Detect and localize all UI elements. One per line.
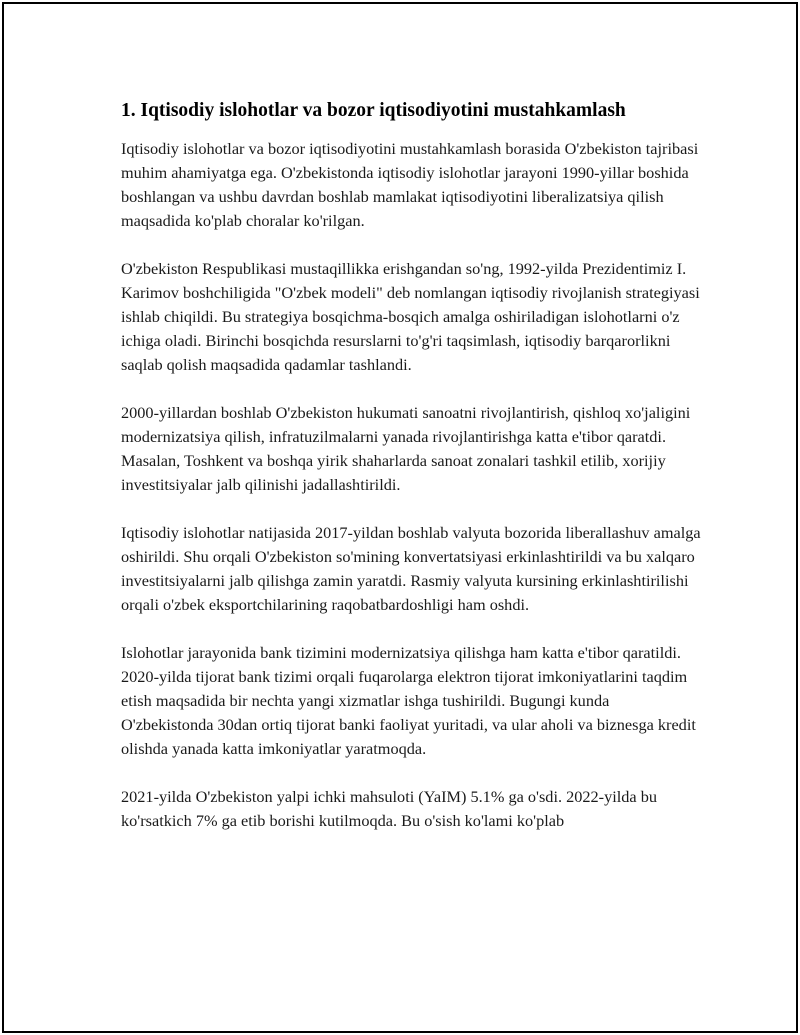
paragraph-1: Iqtisodiy islohotlar va bozor iqtisodiyotini mustahkamlash borasida O'zbekiston tajribasi muhim ahamiyatga ega. O'zbekistonda iqtisodiy islohotlar jarayoni 1990-yillar boshida boshlangan va ushbu davrdan boshlab mamlakat iqtisodiyotini liberalizatsiya qilish maqsadida ko'plab choralar ko'rilgan. (121, 139, 699, 230)
paragraph-2: O'zbekiston Respublikasi mustaqillikka erishgandan so'ng, 1992-yilda Prezidentimiz I. Karimov boshchiligida "O'zbek modeli" deb nomlangan iqtisodiy rivojlanish strategiyasi ishlab chiqildi. Bu strategiya bosqichma-bosqich amalga oshiriladigan islohotlarni o'z ichiga oladi. Birinchi bosqichda resurslarni to'g'ri taqsimlash, iqtisodiy barqarorlikni saqlab qolish maqsadida qadamlar tashlandi. (121, 259, 700, 374)
paragraph-6: 2021-yilda O'zbekiston yalpi ichki mahsuloti (YaIM) 5.1% ga o'sdi. 2022-yilda bu ko'rsatkich 7% ga etib borishi kutilmoqda. Bu o'sish ko'lami ko'plab (121, 787, 658, 830)
section-heading: 1. Iqtisodiy islohotlar va bozor iqtisodiyotini mustahkamlash (121, 100, 626, 121)
paragraph-3: 2000-yillardan boshlab O'zbekiston hukumati sanoatni rivojlantirish, qishloq xo'jaligini modernizatsiya qilish, infratuzilmalarni yanada rivojlantirishga katta e'tibor qaratdi. Masalan, Toshkent va boshqa yirik shaharlarda sanoat zonalari tashkil etilib, xorijiy investitsiyalar jalb qilinishi jadallashtirildi. (121, 403, 691, 494)
paragraph-5: Islohotlar jarayonida bank tizimini modernizatsiya qilishga ham katta e'tibor qaratildi. 2020-yilda tijorat bank tizimi orqali fuqarolarga elektron tijorat imkoniyatlarini taqdim etish maqsadida bir nechta yangi xizmatlar ishga tushirildi. Bugungi kunda O'zbekistonda 30dan ortiq tijorat banki faoliyat yuritadi, va ular aholi va biznesga kredit olishda yanada katta imkoniyatlar yaratmoqda. (121, 643, 696, 758)
document-page (2, 2, 798, 1033)
document-body (121, 96, 701, 857)
paragraph-4: Iqtisodiy islohotlar natijasida 2017-yildan boshlab valyuta bozorida liberallashuv amalga oshirildi. Shu orqali O'zbekiston so'mining konvertatsiyasi erkinlashtirildi va bu xalqaro investitsiyalarni jalb qilishga zamin yaratdi. Rasmiy valyuta kursining erkinlashtirilishi orqali o'zbek eksportchilarining raqobatbardoshligi ham oshdi. (121, 523, 701, 614)
